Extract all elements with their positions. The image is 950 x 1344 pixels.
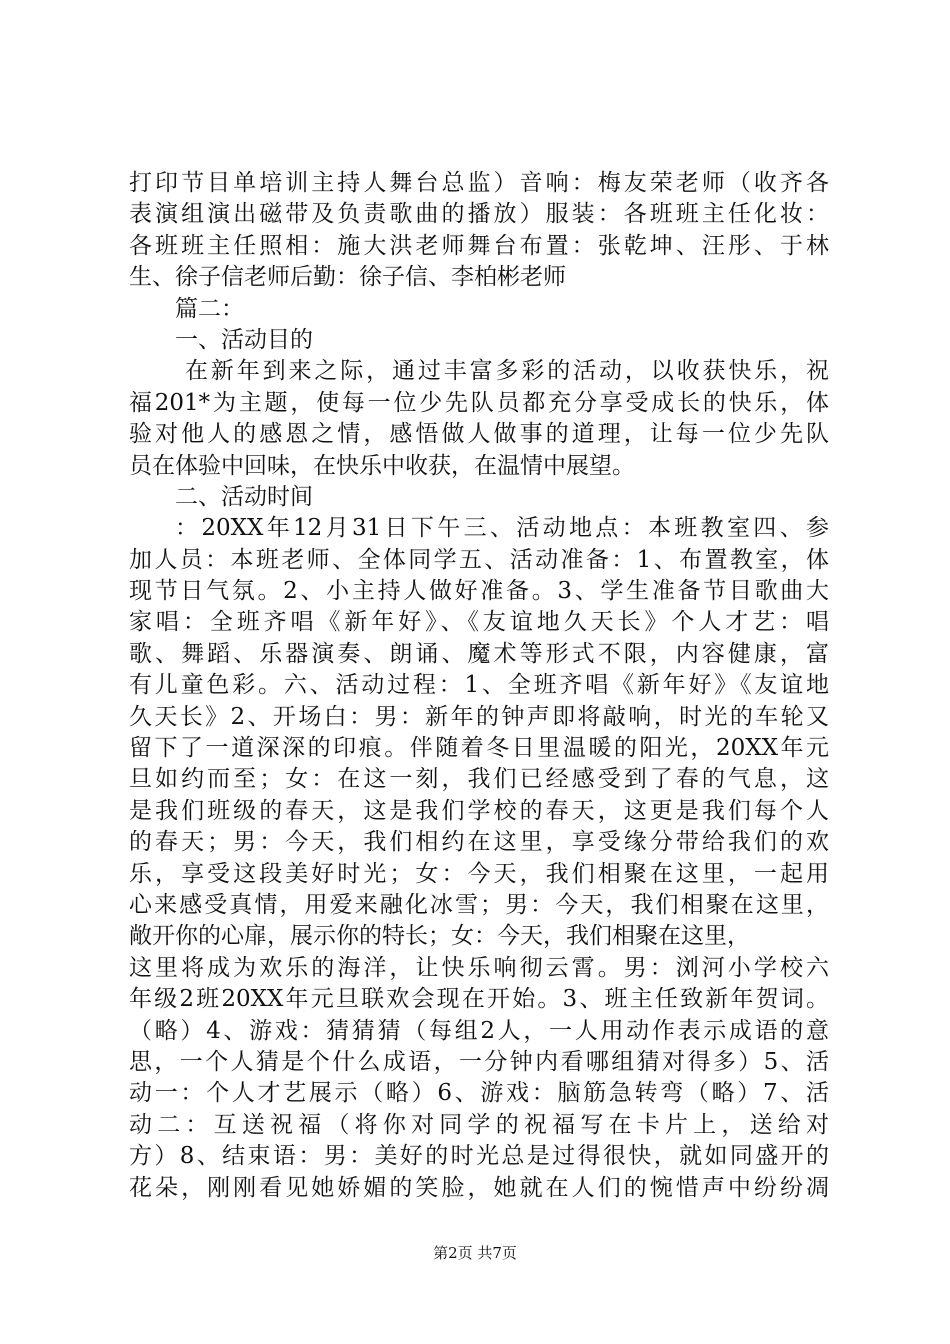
section-heading: 篇二： xyxy=(175,295,244,322)
text-line: 这里将成为欢乐的海洋，让快乐响彻云霄。男：浏河小学校六 xyxy=(129,954,829,981)
section-heading: 二、活动时间 xyxy=(175,483,313,510)
text-line: 年级2班20XX年元旦联欢会现在开始。3、班主任致新年贺词。 xyxy=(129,986,829,1013)
text-line: 动一：个人才艺展示（略）6、游戏：脑筋急转弯（略）7、活 xyxy=(129,1080,829,1107)
document-body xyxy=(129,168,829,1204)
text-line: 的春天；男：今天，我们相约在这里，享受缘分带给我们的欢 xyxy=(129,829,829,856)
text-line: 家唱：全班齐唱《新年好》、《友谊地久天长》个人才艺：唱 xyxy=(129,609,829,636)
section-heading: 一、活动目的 xyxy=(175,326,313,353)
text-line: 留下了一道深深的印痕。伴随着冬日里温暖的阳光，20XX年元 xyxy=(129,735,829,762)
text-line: 方）8、结束语：男：美好的时光总是过得很快，就如同盛开的 xyxy=(129,1143,829,1170)
text-line: 心来感受真情，用爱来融化冰雪；男：今天，我们相聚在这里， xyxy=(129,891,829,918)
text-line: 久天长》2、开场白：男：新年的钟声即将敲响，时光的车轮又 xyxy=(129,703,829,730)
text-line: 福201*为主题，使每一位少先队员都充分享受成长的快乐，体 xyxy=(129,389,829,416)
text-line: 生、徐子信老师后勤：徐子信、李柏彬老师 xyxy=(129,264,566,291)
page-number-footer: 第2页 共7页 xyxy=(433,1244,517,1262)
text-line: 是我们班级的春天，这是我们学校的春天，这更是我们每个人 xyxy=(129,797,829,824)
text-line: 思，一个人猜是个什么成语，一分钟内看哪组猜对得多）5、活 xyxy=(129,1048,829,1075)
text-line: 有儿童色彩。六、活动过程：1、全班齐唱《新年好》《友谊地 xyxy=(129,672,829,699)
text-line: 花朵，刚刚看见她娇媚的笑脸，她就在人们的惋惜声中纷纷凋 xyxy=(129,1174,829,1201)
text-line: 员在体验中回味，在快乐中收获，在温情中展望。 xyxy=(129,452,635,479)
text-line: 敞开你的心扉，展示你的特长；女：今天，我们相聚在这里， xyxy=(129,923,750,950)
text-line: 歌、舞蹈、乐器演奏、朗诵、魔术等形式不限，内容健康，富 xyxy=(129,640,829,667)
text-line: 加人员：本班老师、全体同学五、活动准备：1、布置教室，体 xyxy=(129,546,829,573)
text-line: 旦如约而至；女：在这一刻，我们已经感受到了春的气息，这 xyxy=(129,766,829,793)
text-line: 在新年到来之际，通过丰富多彩的活动，以收获快乐，祝 xyxy=(185,358,829,385)
text-line: 各班班主任照相：施大洪老师舞台布置：张乾坤、汪彤、于林 xyxy=(129,232,829,259)
text-line: 乐，享受这段美好时光；女：今天，我们相聚在这里，一起用 xyxy=(129,860,829,887)
text-line: 验对他人的感恩之情，感悟做人做事的道理，让每一位少先队 xyxy=(129,421,829,448)
text-line: 打印节目单培训主持人舞台总监）音响：梅友荣老师（收齐各 xyxy=(129,170,829,196)
text-line: 现节日气氛。2、小主持人做好准备。3、学生准备节目歌曲大 xyxy=(129,578,829,605)
text-line: 动二：互送祝福（将你对同学的祝福写在卡片上，送给对 xyxy=(129,1111,829,1138)
text-line: 表演组演出磁带及负责歌曲的播放）服装：各班班主任化妆： xyxy=(129,201,829,228)
text-line: ：20XX年12月31日下午三、活动地点：本班教室四、参 xyxy=(175,515,829,542)
text-line: （略）4、游戏：猜猜猜（每组2人，一人用动作表示成语的意 xyxy=(129,1017,829,1044)
